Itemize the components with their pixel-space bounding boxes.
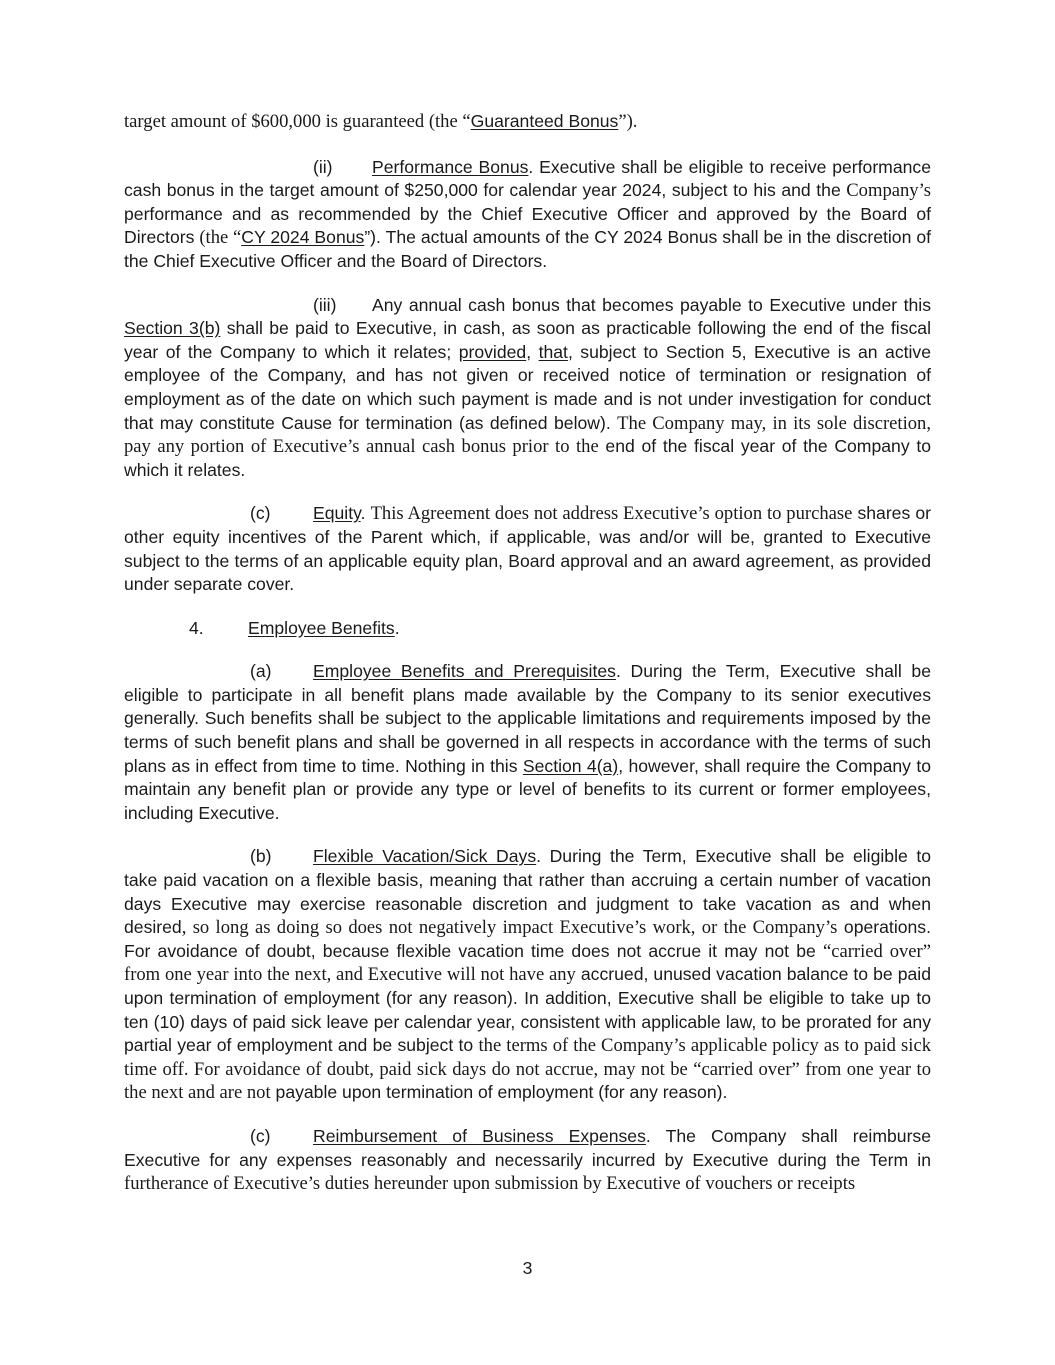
section-heading-employee-benefits: 4. Employee Benefits. (124, 617, 931, 641)
clause-title: Performance Bonus (372, 156, 529, 177)
clause-title: Equity (313, 503, 361, 524)
paragraph-performance-bonus: (ii) Performance Bonus. Executive shall be eligible to receive performance cash bonus in the target amount of $250,000 for calendar year 2024, subject to his and the Company’s performance and as recommended by the Chief Executive Officer and approved by the Board of Directors (the “CY 2024 Bonus”). The actual amounts of the CY 2024 Bonus shall be in the discretion of the Chief Executive Officer and the Board of Directors. (124, 156, 931, 271)
term-guaranteed-bonus: Guaranteed Bonus (470, 111, 619, 131)
paragraph-guaranteed-bonus: target amount of $600,000 is guaranteed (the “Guaranteed Bonus”). (124, 111, 638, 132)
clause-number: (c) (250, 503, 271, 524)
section-number: 4. (189, 617, 204, 638)
clause-number: (c) (250, 1125, 271, 1146)
clause-title: Flexible Vacation/Sick Days (313, 846, 537, 867)
clause-number: (a) (250, 661, 272, 682)
paragraph-reimbursement: (c) Reimbursement of Business Expenses. The Company shall reimburse Executive for any expenses reasonably and necessarily incurred by Executive during the Term in furtherance of Executive’s duties hereunder upon submission by Executive of vouchers or receipts (124, 1125, 932, 1195)
clause-number: (b) (250, 846, 272, 867)
document-page (124, 110, 931, 1196)
paragraph-bonus-payment: (iii) Any annual cash bonus that becomes payable to Executive under this Section 3(b) shall be paid to Executive, in cash, as soon as practicable following the end of the fiscal year of the Company to which it relates; provided, that, subject to Section 5, Executive is an active employee of the Company, and has not given or received notice of termination or resignation of employment as of the date on which such payment is made and is not under investigation for conduct that may constitute Cause for termination (as defined below). The Company may, in its sole discretion, pay any portion of Executive’s annual cash bonus prior to the end of the fiscal year of the Company to which it relates. (124, 294, 932, 480)
term-cy-2024-bonus: CY 2024 Bonus (241, 227, 365, 248)
section-title: Employee Benefits (248, 617, 395, 638)
paragraph-vacation: (b) Flexible Vacation/Sick Days. During the Term, Executive shall be eligible to take paid vacation on a flexible basis, meaning that rather than accruing a certain number of vacation days Executive may exercise reasonable discretion and judgment to take vacation as and when desired, so long as doing so does not negatively impact Executive’s work, or the Company’s operations. For avoidance of doubt, because flexible vacation time does not accrue it may not be “carried over” from one year into the next, and Executive will not have any accrued, unused vacation balance to be paid upon termination of employment (for any reason). In addition, Executive shall be eligible to take up to ten (10) days of paid sick leave per calendar year, consistent with applicable law, to be prorated for any partial year of employment and be subject to the terms of the Company’s applicable policy as to paid sick time off. For avoidance of doubt, paid sick days do not accrue, may not be “carried over” from one year to the next and are not payable upon termination of employment (for any reason). (124, 846, 931, 1104)
paragraph-benefits: (a) Employee Benefits and Prerequisites. During the Term, Executive shall be eligible to participate in all benefit plans made available by the Company to its senior executives generally. Such benefits shall be subject to the applicable limitations and requirements imposed by the terms of such benefit plans and shall be governed in all respects in accordance with the terms of such plans as in effect from time to time. Nothing in this Section 4(a), however, shall require the Company to maintain any benefit plan or provide any type or level of benefits to its current or former employees, including Executive. (124, 661, 932, 823)
section-reference: Section 4(a) (522, 755, 619, 776)
section-reference: Section 3(b) (124, 318, 221, 339)
clause-number: (ii) (313, 156, 333, 177)
page-number: 3 (522, 1258, 533, 1278)
clause-title: Employee Benefits and Prerequisites (313, 661, 616, 682)
clause-title: Reimbursement of Business Expenses (313, 1125, 646, 1146)
paragraph-equity: (c) Equity. This Agreement does not address Executive’s option to purchase shares or other equity incentives of the Parent which, if applicable, was and/or will be, granted to Executive subject to the terms of an applicable equity plan, Board approval and an award agreement, as provided under separate cover. (124, 503, 931, 595)
clause-number: (iii) (313, 294, 337, 315)
